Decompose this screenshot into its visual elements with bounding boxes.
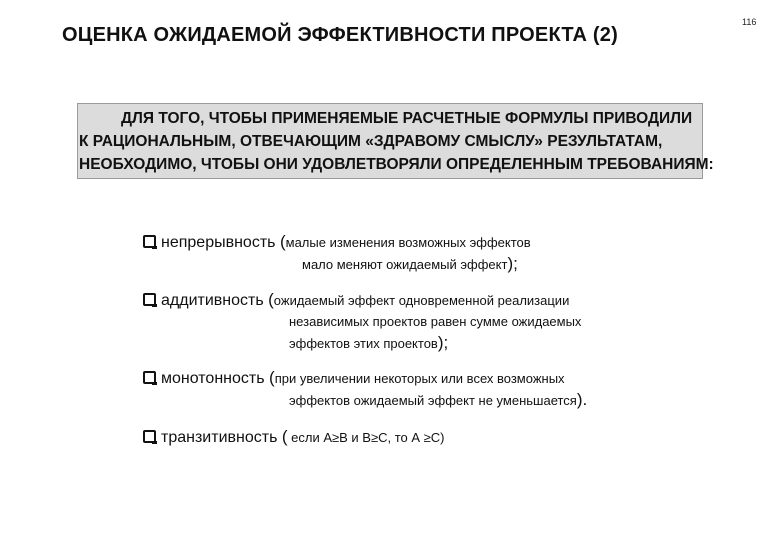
requirement-name: аддитивность — [161, 292, 264, 309]
paren-close: ). — [576, 390, 588, 409]
requirement-cont-text: эффектов этих проектов — [289, 336, 438, 351]
paren-open: ( — [269, 368, 275, 387]
paren-open: ( — [268, 290, 274, 309]
page-number: 116 — [742, 17, 757, 27]
requirement-cont — [143, 253, 531, 275]
requirement-continuity — [143, 232, 531, 275]
requirement-cont: независимых проектов равен сумме ожидаемых — [289, 314, 582, 329]
requirement-row — [143, 290, 581, 311]
requirement-row — [143, 368, 587, 389]
slide-title: ОЦЕНКА ОЖИДАЕМОЙ ЭФФЕКТИВНОСТИ ПРОЕКТА (2) — [62, 24, 618, 46]
requirement-name: транзитивность — [161, 429, 278, 446]
requirement-additivity — [143, 290, 581, 354]
intro-line-2: К РАЦИОНАЛЬНЫМ, ОТВЕЧАЮЩИМ «ЗДРАВОМУ СМЫСЛУ» РЕЗУЛЬТАТАМ, — [79, 133, 663, 150]
requirement-cont — [143, 389, 587, 411]
square-bullet-icon — [143, 235, 156, 248]
requirement-row — [143, 232, 531, 253]
requirement-transitivity — [143, 427, 445, 448]
requirement-desc: если А≥В и В≥С, то А ≥С) — [287, 430, 445, 445]
intro-text — [79, 107, 780, 176]
requirement-monotonicity — [143, 368, 587, 411]
requirement-desc: малые изменения возможных эффектов — [285, 235, 531, 250]
requirement-cont-text: эффектов ожидаемый эффект не уменьшается — [289, 393, 577, 408]
paren-open: ( — [281, 427, 288, 446]
paren-open: ( — [279, 232, 286, 251]
requirement-cont — [143, 332, 581, 354]
requirement-cont-text: мало меняют ожидаемый эффект — [302, 257, 508, 272]
square-bullet-icon — [143, 430, 156, 443]
paren-close: ); — [437, 333, 449, 352]
intro-line-1: ДЛЯ ТОГО, ЧТОБЫ ПРИМЕНЯЕМЫЕ РАСЧЕТНЫЕ ФОРМУЛЫ ПРИВОДИЛИ — [121, 110, 693, 127]
paren-close: ); — [507, 254, 518, 273]
requirement-desc: при увеличении некоторых или всех возможных — [274, 371, 565, 386]
requirement-desc: ожидаемый эффект одновременной реализации — [273, 293, 570, 308]
square-bullet-icon — [143, 371, 156, 384]
square-bullet-icon — [143, 293, 156, 306]
requirement-name: непрерывность — [161, 234, 276, 251]
intro-line-3: НЕОБХОДИМО, ЧТОБЫ ОНИ УДОВЛЕТВОРЯЛИ ОПРЕДЕЛЕННЫМ ТРЕБОВАНИЯМ: — [79, 156, 714, 173]
requirement-name: монотонность — [161, 370, 265, 387]
requirement-row — [143, 427, 445, 448]
